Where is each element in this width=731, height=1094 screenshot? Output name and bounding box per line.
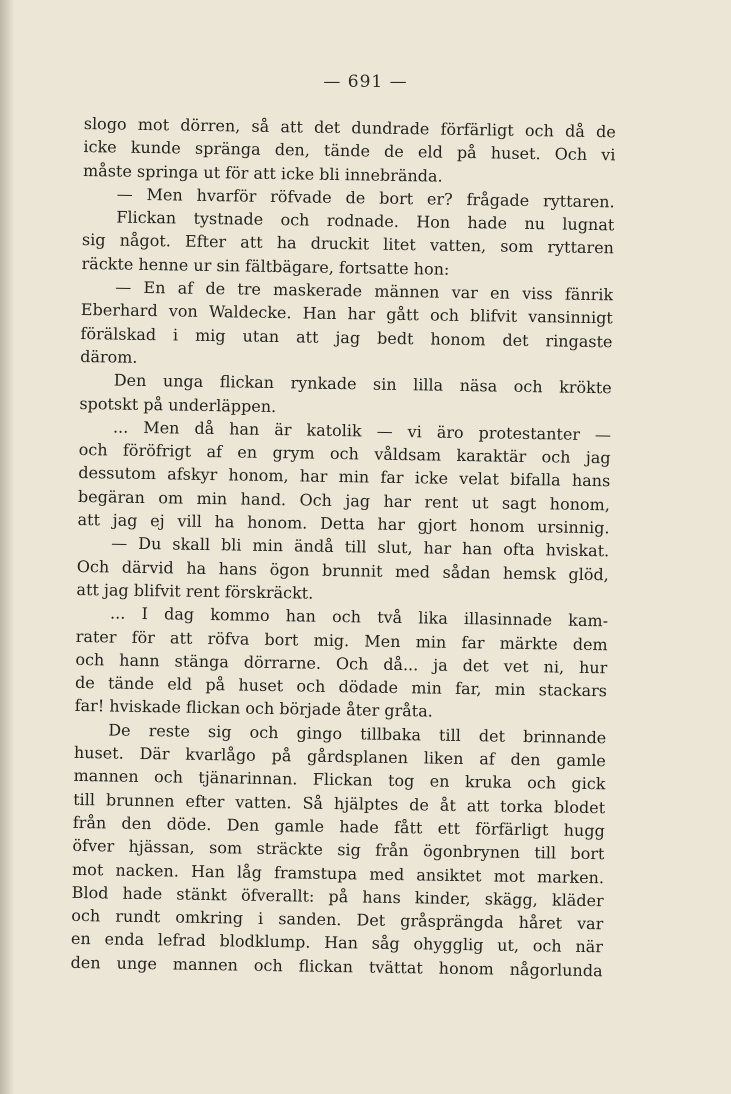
text-line: begäran om min hand. Och jag har rent ut sagt honom, <box>77 486 611 515</box>
body-text <box>70 112 615 982</box>
text-line: spotskt på underläppen. <box>79 393 277 416</box>
text-line: Och därvid ha hans ögon brunnit med sådan hemsk glöd, <box>76 556 609 584</box>
text-line: den unge mannen och flickan tvättat honom någorlunda <box>70 952 603 980</box>
text-line: en enda lefrad blodklump. Han såg ohygglig ut, och när <box>70 929 604 957</box>
text-line: ... I dag kommo han och två lika illasinnade kam- <box>109 603 609 631</box>
text-line: — Men hvarför röfvade de bort er? frågade ryttaren. <box>116 184 615 212</box>
text-line: förälskad i mig utan att jag bedt honom det ringaste <box>80 323 613 351</box>
text-line: därom. <box>80 346 138 367</box>
text-line: de tände eld på huset och dödade min far, min stackars <box>74 673 608 701</box>
text-line: — Du skall bli min ändå till slut, har han ofta hviskat. <box>111 533 610 561</box>
text-line: och rundt omkring i sanden. Det gråsprängda håret var <box>71 905 604 934</box>
text-line: måste springa ut för att icke bli innebrända. <box>82 160 443 186</box>
text-line: Blod hade stänkt öfverallt: på hans kinder, skägg, kläder <box>71 882 604 911</box>
text-line: räckte henne ur sin fältbägare, fortsatte hon: <box>81 253 450 279</box>
text-line: och föröfrigt af en grym och våldsam karaktär och jag <box>78 440 611 468</box>
text-line: sig något. Efter att ha druckit litet vatten, som ryttaren <box>81 230 615 258</box>
text-line: att jag blifvit rent förskräckt. <box>76 579 314 603</box>
text-line: till brunnen efter vatten. Så hjälptes de åt att torka blodet <box>73 789 606 817</box>
text-line: Den unga flickan rynkade sin lilla näsa och krökte <box>113 370 612 398</box>
text-line: slogo mot dörren, så att det dundrade förfärligt och då de <box>83 113 616 142</box>
text-line: och hann stänga dörrarne. Och då... ja det vet ni, hur <box>75 649 608 678</box>
page-number: — 691 — <box>323 72 408 92</box>
text-line: huset. Där kvarlågo på gårdsplanen liken af den gamle <box>73 742 607 771</box>
text-line: från den döde. Den gamle hade fått ett förfärligt hugg <box>72 812 605 841</box>
text-line: mannen och tjänarinnan. Flickan tog en kruka och gick <box>73 766 606 794</box>
text-line: att jag ej vill ha honom. Detta har gjort honom ursinnig. <box>77 509 610 538</box>
text-line: — En af de tre maskerade männen var en viss fänrik <box>115 277 614 305</box>
text-line: dessutom afskyr honom, har min far icke velat bifalla hans <box>78 463 611 491</box>
text-line: De reste sig och gingo tillbaka till det brinnande <box>108 720 607 747</box>
text-line: Eberhard von Waldecke. Han har gått och blifvit vansinnigt <box>80 300 613 328</box>
text-line: mot nacken. Han låg framstupa med ansiktet mot marken. <box>71 859 605 887</box>
text-line: rater för att röfva bort mig. Men min far märkte dem <box>75 626 608 654</box>
text-line: öfver hjässan, som sträckte sig från ögonbrynen till bort <box>72 836 605 864</box>
text-line: far! hviskade flickan och började åter gråta. <box>74 696 433 721</box>
text-line: icke kunde spränga den, tände de eld på huset. Och vi <box>83 137 616 165</box>
text-line: ... Men då han är katolik — vi äro protestanter — <box>112 417 612 445</box>
page-spine-shadow <box>0 0 14 1094</box>
text-line: Flickan tystnade och rodnade. Hon hade nu lugnat <box>116 207 615 235</box>
